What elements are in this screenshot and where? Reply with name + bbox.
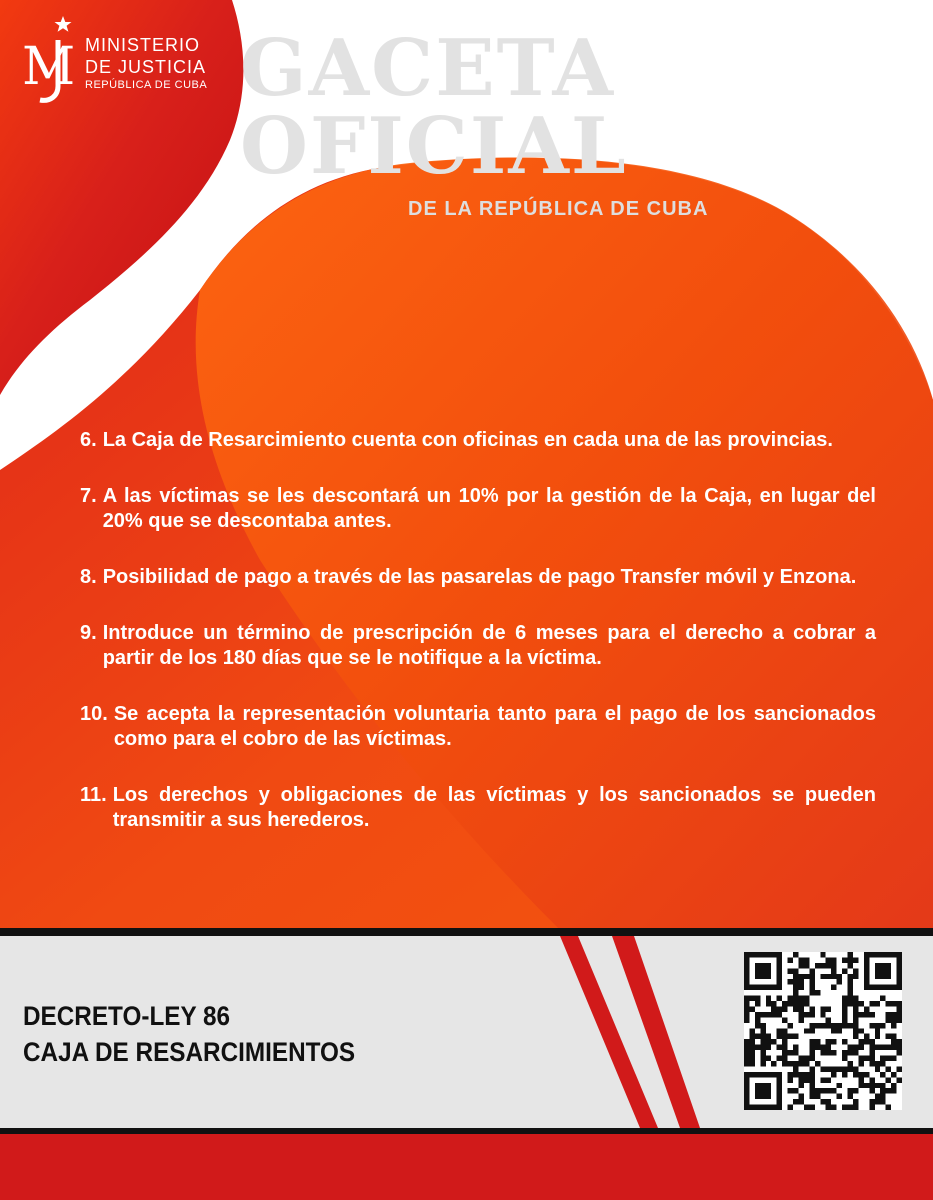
item-number: 7.: [80, 485, 97, 507]
item-text: La Caja de Resarcimiento cuenta con oficinas en cada una de las provincias.: [102, 429, 833, 451]
svg-text:M: M: [22, 37, 76, 97]
item-number: 11.: [80, 784, 107, 806]
item-number: 8.: [80, 566, 97, 588]
item-number: 6.: [80, 429, 97, 451]
footer-title: [23, 998, 355, 1070]
ministerio-justicia-logo: [20, 14, 80, 104]
qr-code[interactable]: [744, 952, 902, 1110]
gaceta-title: GACETA OFICIAL: [240, 23, 628, 192]
logo-line-republica: REPÚBLICA DE CUBA: [85, 79, 208, 91]
list-item: [80, 621, 876, 671]
item-number: 10.: [80, 703, 108, 725]
decree-subject: CAJA DE RESARCIMIENTOS: [23, 1037, 356, 1067]
ministry-logo: [20, 14, 220, 104]
list-item: [80, 428, 876, 453]
list-item: [80, 702, 876, 752]
item-number: 9.: [80, 622, 97, 644]
qr-code-graphic: [744, 952, 902, 1110]
list-item: [80, 484, 876, 534]
list-item: [80, 783, 876, 833]
item-text: Posibilidad de pago a través de las pasarelas de pago Transfer móvil y Enzona.: [102, 566, 857, 588]
item-text: Se acepta la representación voluntaria tanto para el pago de los sancionados como para el cobro de las víctimas.: [113, 703, 876, 750]
logo-line-ministerio: MINISTERIO: [85, 35, 201, 55]
gaceta-subtitle: DE LA REPÚBLICA DE CUBA: [408, 198, 709, 220]
item-text: Introduce un término de prescripción de 6 meses para el derecho a cobrar a partir de los 180 días que se le notifique a la víctima.: [102, 622, 876, 669]
list-item: [80, 565, 876, 590]
star-icon: [55, 16, 72, 32]
points-list: [80, 428, 876, 864]
logo-line-justicia: DE JUSTICIA: [85, 57, 207, 77]
decree-label: DECRETO-LEY 86: [23, 1001, 231, 1031]
gaceta-header: [240, 23, 900, 221]
logo-text: [85, 36, 207, 91]
item-text: A las víctimas se les descontará un 10% por la gestión de la Caja, en lugar del 20% que se descontaba antes.: [102, 485, 876, 532]
item-text: Los derechos y obligaciones de las víctimas y los sancionados se pueden transmitir a sus herederos.: [112, 784, 876, 831]
